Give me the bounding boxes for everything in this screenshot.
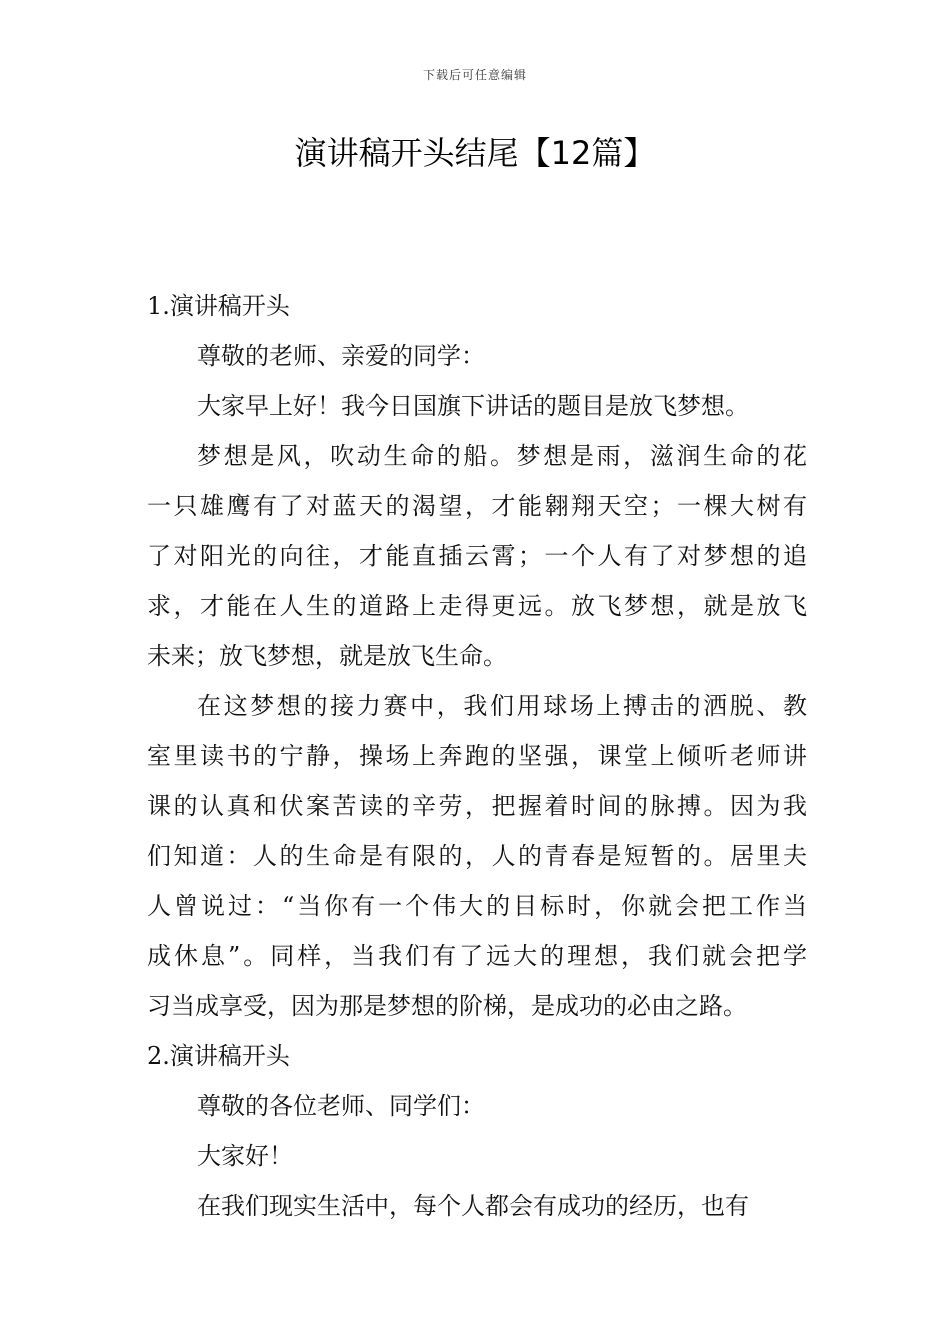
text-line: 人曾说过：“当你有一个伟大的目标时，你就会把工作当 — [147, 892, 807, 920]
section-heading: 2.演讲稿开头 — [147, 1042, 290, 1070]
text-line: 一只雄鹰有了对蓝天的渴望，才能翱翔天空；一棵大树有 — [147, 492, 807, 520]
document-title: 演讲稿开头结尾【12篇】 — [294, 134, 656, 172]
paragraph-start-line: 大家早上好！我今日国旗下讲话的题目是放飞梦想。 — [197, 392, 749, 420]
paragraph-start-line: 尊敬的老师、亲爱的同学： — [197, 342, 485, 370]
text-line: 们知道：人的生命是有限的，人的青春是短暂的。居里夫 — [147, 842, 807, 870]
text-line: 求，才能在人生的道路上走得更远。放飞梦想，就是放飞 — [147, 592, 807, 620]
section-heading: 1.演讲稿开头 — [147, 292, 290, 320]
paragraph-start-line: 在我们现实生活中，每个人都会有成功的经历，也有 — [197, 1192, 749, 1220]
paragraph-start-line: 尊敬的各位老师、同学们： — [197, 1092, 485, 1120]
paragraph-start-line: 梦想是风，吹动生命的船。梦想是雨，滋润生命的花 — [197, 442, 807, 470]
text-line: 了对阳光的向往，才能直插云霄；一个人有了对梦想的追 — [147, 542, 807, 570]
text-line: 课的认真和伏案苦读的辛劳，把握着时间的脉搏。因为我 — [147, 792, 807, 820]
text-line: 室里读书的宁静，操场上奔跑的坚强，课堂上倾听老师讲 — [147, 742, 807, 770]
header-note: 下载后可任意编辑 — [422, 68, 527, 82]
text-line: 未来；放飞梦想，就是放飞生命。 — [147, 642, 507, 670]
document-body — [147, 281, 807, 1231]
paragraph-start-line: 大家好！ — [197, 1142, 293, 1170]
text-line: 习当成享受，因为那是梦想的阶梯，是成功的必由之路。 — [147, 992, 747, 1020]
paragraph-start-line: 在这梦想的接力赛中，我们用球场上搏击的洒脱、教 — [197, 692, 807, 720]
text-line: 成休息”。同样，当我们有了远大的理想，我们就会把学 — [147, 942, 807, 970]
